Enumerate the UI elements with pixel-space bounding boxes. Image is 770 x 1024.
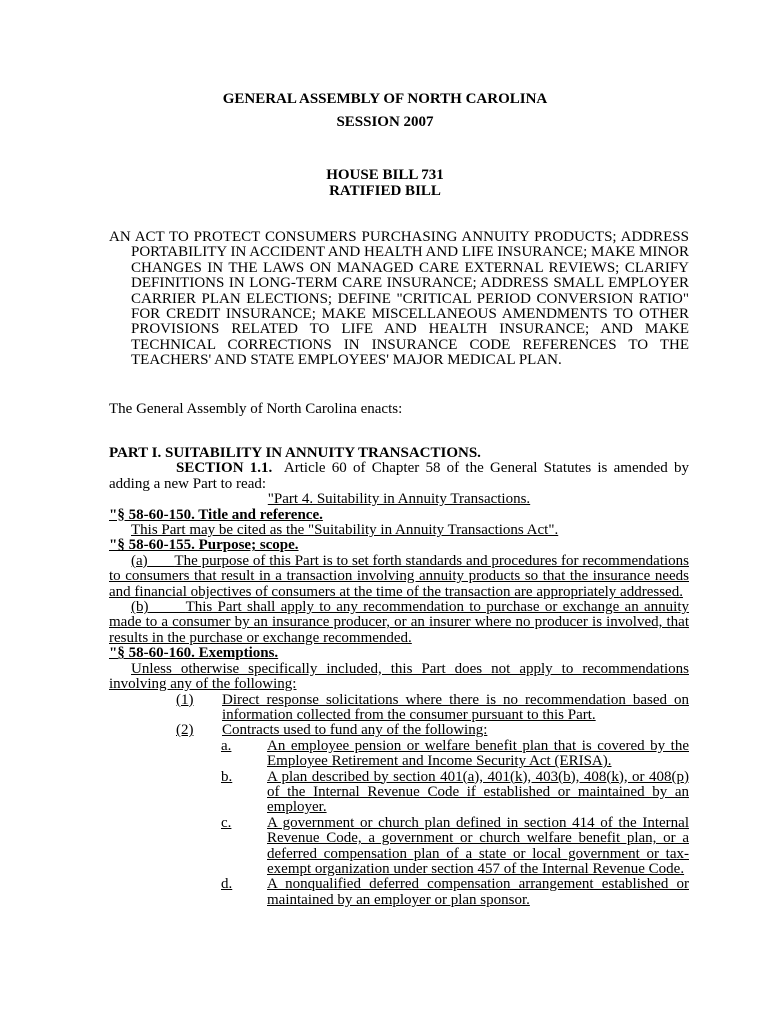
item-1-label: (1)	[176, 691, 194, 708]
statute-155-a	[109, 554, 689, 600]
item-2-text: Contracts used to fund any of the following:	[222, 722, 488, 739]
list-item-label	[109, 693, 222, 724]
assembly-heading: GENERAL ASSEMBLY OF NORTH CAROLINA	[222, 91, 548, 107]
sub-item	[109, 739, 689, 770]
sub-item-c-text: A government or church plan defined in section 414 of the Internal Revenue Code, a government or church welfare benefit plan, or a deferred compensation plan of a state or local government or tax-exempt organization under section 457 of the Internal Revenue Code.	[267, 814, 689, 877]
sub-item-a-label: a.	[221, 737, 232, 754]
subsection-a-label: (a)	[131, 552, 148, 569]
item-2-label: (2)	[176, 722, 194, 739]
section-label: SECTION 1.1.	[176, 460, 273, 477]
sub-item-a-text: An employee pension or welfare benefit plan that is covered by the Employee Retirement and Income Security Act (ERISA).	[267, 737, 689, 770]
enacting-clause: The General Assembly of North Carolina enacts:	[109, 401, 403, 417]
bill-status: RATIFIED BILL	[329, 183, 441, 199]
statute-160-heading: "§ 58-60-160. Exemptions.	[109, 645, 279, 662]
list-item-label	[109, 723, 222, 738]
sub-item-b-label: b.	[221, 768, 233, 785]
sub-item-b-text: A plan described by section 401(a), 401(k), 403(b), 408(k), or 408(p) of the Internal Revenue Code if established or maintained by an employer.	[267, 768, 689, 816]
subsection-b-text: This Part shall apply to any recommendation to purchase or exchange an annuity made to a consumer by an insurance producer, or an insurer where no producer is involved, that results in the purchase or exchange recommended.	[109, 599, 689, 646]
subsection-b-label: (b)	[131, 599, 149, 616]
statute-150-heading: "§ 58-60-150. Title and reference.	[109, 506, 323, 523]
sub-item-d-label: d.	[221, 876, 233, 893]
section-text: Article 60 of Chapter 58 of the General Statutes is amended by adding a new Part to read:	[109, 460, 689, 492]
new-part-title: "Part 4. Suitability in Annuity Transactions.	[267, 491, 531, 508]
list-item	[109, 723, 689, 738]
statute-155-b	[109, 600, 689, 646]
sub-item-label-cell	[109, 877, 267, 908]
item-1-text: Direct response solicitations where there is no recommendation based on information collected from the consumer pursuant to this Part.	[222, 691, 689, 723]
act-title: AN ACT TO PROTECT CONSUMERS PURCHASING ANNUITY PRODUCTS; ADDRESS PORTABILITY IN ACCIDENT AND HEALTH AND LIFE INSURANCE; MAKE MINOR CHANGES IN THE LAWS ON MANAGED CARE EXTERNAL REVIEWS; CLARIFY DEFINITIONS IN LONG-TERM CARE INSURANCE; ADDRESS SMALL EMPLOYER CARRIER PLAN ELECTIONS; DEFINE "CRITICAL PERIOD CONVERSION RATIO" FOR CREDIT INSURANCE; MAKE MISCELLANEOUS AMENDMENTS TO OTHER PROVISIONS RELATED TO LIFE AND HEALTH INSURANCE; AND MAKE TECHNICAL CORRECTIONS IN INSURANCE CODE REFERENCES TO THE TEACHERS' AND STATE EMPLOYEES' MAJOR MEDICAL PLAN.	[109, 229, 689, 369]
list-item	[109, 693, 689, 724]
statute-150-text: This Part may be cited as the "Suitability in Annuity Transactions Act".	[131, 522, 559, 539]
bill-number: HOUSE BILL 731	[326, 167, 444, 183]
sub-item	[109, 816, 689, 878]
sub-item	[109, 877, 689, 908]
sub-item-d-text: A nonqualified deferred compensation arrangement established or maintained by an employer or plan sponsor.	[267, 876, 689, 908]
bill-body	[109, 446, 689, 908]
sub-item-label-cell	[109, 770, 267, 816]
sub-item-label-cell	[109, 739, 267, 770]
statute-160-intro: Unless otherwise specifically included, this Part does not apply to recommendations involving any of the following:	[109, 660, 689, 693]
section-paragraph	[109, 461, 689, 492]
statute-155-heading: "§ 58-60-155. Purpose; scope.	[109, 537, 299, 554]
sub-item-label-cell	[109, 816, 267, 878]
part-heading: PART I. SUITABILITY IN ANNUITY TRANSACTIONS.	[109, 445, 481, 461]
sub-item-c-label: c.	[221, 814, 232, 831]
subsection-a-text: The purpose of this Part is to set forth standards and procedures for recommendations to consumers that result in a transaction involving annuity products so that the insurance needs and financial objectives of consumers at the time of the transaction are appropriately addressed.	[109, 552, 689, 600]
sub-item	[109, 770, 689, 816]
session-heading: SESSION 2007	[336, 114, 434, 130]
